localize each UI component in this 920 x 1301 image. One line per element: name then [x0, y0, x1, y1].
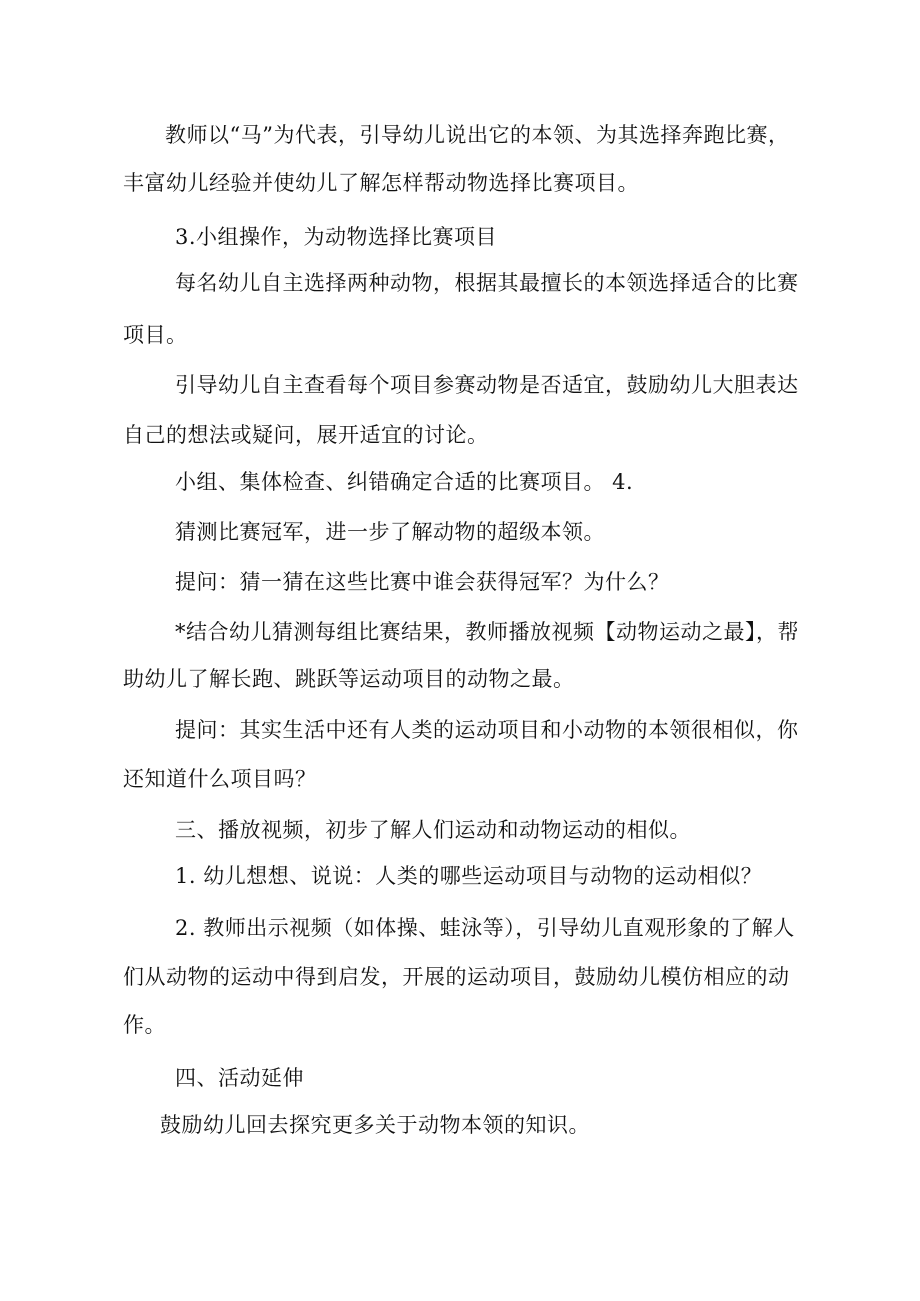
- section-heading: 四、活动延伸: [175, 1066, 304, 1090]
- section-heading: 3.小组操作，为动物选择比赛项目: [175, 225, 498, 249]
- paragraph-line: 教师以“马”为代表，引导幼儿说出它的本领、为其选择奔跑比赛，: [165, 123, 790, 147]
- paragraph-line: 每名幼儿自主选择两种动物，根据其最擅长的本领选择适合的比赛: [175, 271, 799, 295]
- paragraph-line: 提问：猜一猜在这些比赛中谁会获得冠军？为什么？: [175, 570, 670, 594]
- paragraph-line: 引导幼儿自主查看每个项目参赛动物是否适宜，鼓励幼儿大胆表达: [175, 373, 799, 397]
- list-item: 2. 教师出示视频（如体操、蛙泳等），引导幼儿直观形象的了解人: [175, 916, 795, 940]
- paragraph-line: 丰富幼儿经验并使幼儿了解怎样帮动物选择比赛项目。: [123, 171, 639, 195]
- paragraph-line: 小组、集体检查、纠错确定合适的比赛项目。 4.: [175, 470, 634, 494]
- paragraph-line: 还知道什么项目吗？: [123, 767, 317, 791]
- paragraph-line: *结合幼儿猜测每组比赛结果，教师播放视频【动物运动之最】，帮: [175, 620, 799, 644]
- paragraph-line: 自己的想法或疑问，展开适宜的讨论。: [123, 423, 489, 447]
- paragraph-line: 猜测比赛冠军，进一步了解动物的超级本领。: [175, 520, 605, 544]
- paragraph-line: 们从动物的运动中得到启发，开展的运动项目，鼓励幼儿模仿相应的动: [123, 965, 790, 989]
- paragraph-line: 项目。: [123, 323, 188, 347]
- paragraph-line: 助幼儿了解长跑、跳跃等运动项目的动物之最。: [123, 667, 575, 691]
- section-heading: 三、播放视频，初步了解人们运动和动物运动的相似。: [175, 818, 691, 842]
- paragraph-line: 作。: [123, 1013, 166, 1037]
- paragraph-line: 鼓励幼儿回去探究更多关于动物本领的知识。: [160, 1113, 590, 1137]
- paragraph-line: 提问：其实生活中还有人类的运动项目和小动物的本领很相似，你: [175, 718, 799, 742]
- list-item: 1. 幼儿想想、说说：人类的哪些运动项目与动物的运动相似？: [175, 864, 763, 888]
